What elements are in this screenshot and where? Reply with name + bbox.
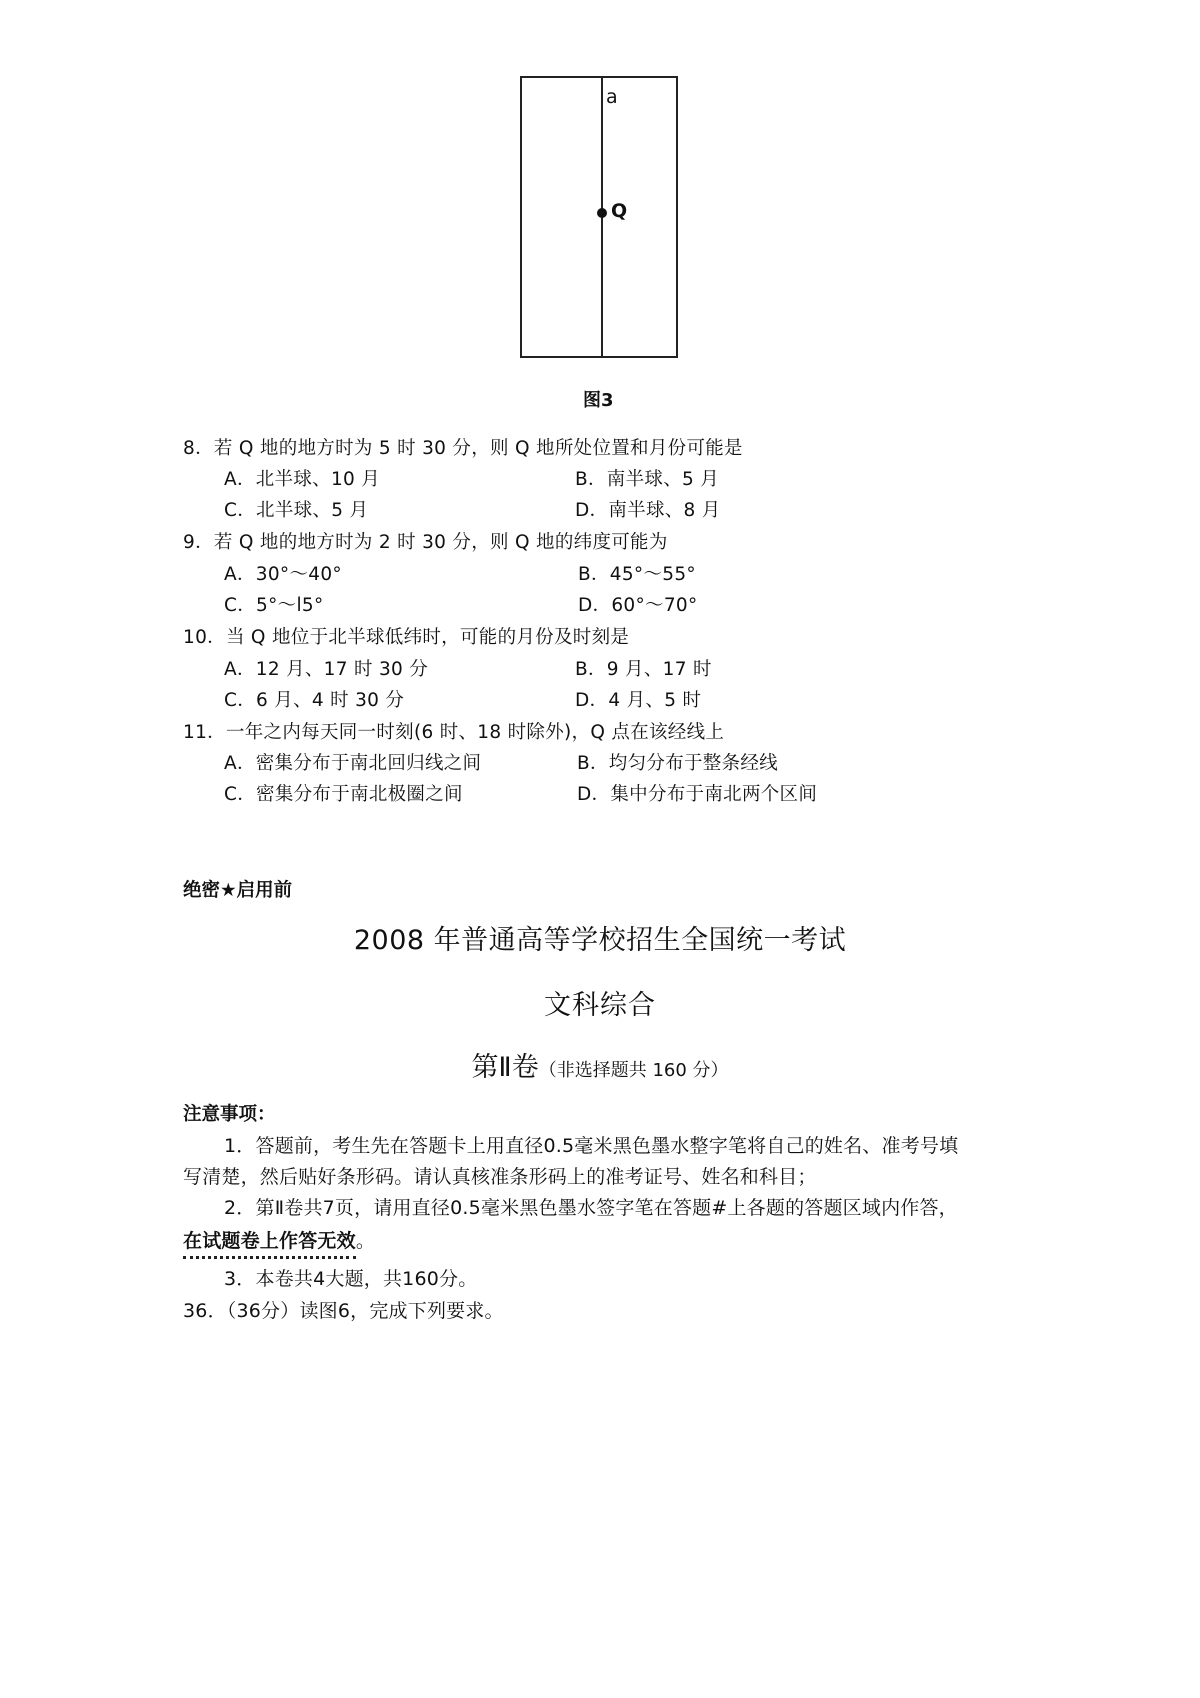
question-9-stem: 9．若 Q 地的地方时为 2 时 30 分，则 Q 地的纬度可能为 — [183, 532, 668, 553]
question-10-option-b: B．9 月、17 时 — [575, 659, 712, 680]
question-9-option-b: B．45°～55° — [578, 564, 696, 585]
note-1-line-2: 写清楚，然后贴好条形码。请认真核准条形码上的准考证号、姓名和科目； — [183, 1166, 817, 1188]
note-2-period: 。 — [355, 1230, 376, 1252]
question-8-option-c: C．北半球、5 月 — [224, 500, 369, 521]
note-2-line-2 — [183, 1226, 375, 1253]
notes-heading: 注意事项： — [183, 1104, 276, 1125]
question-8-option-d: D．南半球、8 月 — [575, 500, 721, 521]
question-11-option-b: B．均匀分布于整条经线 — [577, 753, 778, 774]
subject-title: 文科综合 — [544, 990, 656, 1021]
note-1-line-1: 1．答题前，考生先在答题卡上用直径0.5毫米黑色墨水整字笔将自己的姓名、准考号填 — [224, 1135, 959, 1157]
question-9-option-a: A．30°～40° — [224, 564, 342, 585]
question-11-option-a: A．密集分布于南北回归线之间 — [224, 753, 482, 774]
secret-label: 绝密★启用前 — [183, 880, 293, 901]
figure-label-q: Q — [611, 200, 628, 222]
note-2-line-1: 2．第Ⅱ卷共7页，请用直径0.5毫米黑色墨水签字笔在答题#上各题的答题区域内作答， — [224, 1197, 958, 1219]
question-8-stem: 8．若 Q 地的地方时为 5 时 30 分，则 Q 地所处位置和月份可能是 — [183, 438, 743, 459]
q-point-marker — [597, 208, 607, 218]
figure-label-a: a — [606, 86, 618, 108]
question-10-option-d: D．4 月、5 时 — [575, 690, 702, 711]
volume-note: （非选择题共 160 分） — [538, 1060, 729, 1081]
question-8-option-a: A．北半球、10 月 — [224, 469, 381, 490]
question-11-option-c: C．密集分布于南北极圈之间 — [224, 784, 463, 805]
exam-title: 2008 年普通高等学校招生全国统一考试 — [353, 925, 847, 956]
question-36-stem: 36．（36分）读图6，完成下列要求。 — [183, 1300, 504, 1322]
question-11-option-d: D．集中分布于南北两个区间 — [577, 784, 818, 805]
question-11-stem: 11．一年之内每天同一时刻(6 时、18 时除外)，Q 点在该经线上 — [183, 722, 725, 743]
volume-title: 第Ⅱ卷 — [471, 1052, 539, 1083]
note-2-emphasis: 在试题卷上作答无效 — [183, 1230, 356, 1259]
question-10-option-a: A．12 月、17 时 30 分 — [224, 659, 429, 680]
volume-heading — [0, 1045, 1200, 1084]
question-10-stem: 10．当 Q 地位于北半球低纬时，可能的月份及时刻是 — [183, 627, 630, 648]
note-3: 3．本卷共4大题，共160分。 — [224, 1268, 478, 1290]
question-9-option-d: D．60°～70° — [578, 595, 698, 616]
question-9-option-c: C．5°～l5° — [224, 595, 324, 616]
question-10-option-c: C．6 月、4 时 30 分 — [224, 690, 405, 711]
figure-caption: 图3 — [583, 390, 614, 411]
question-8-option-b: B．南半球、5 月 — [575, 469, 720, 490]
